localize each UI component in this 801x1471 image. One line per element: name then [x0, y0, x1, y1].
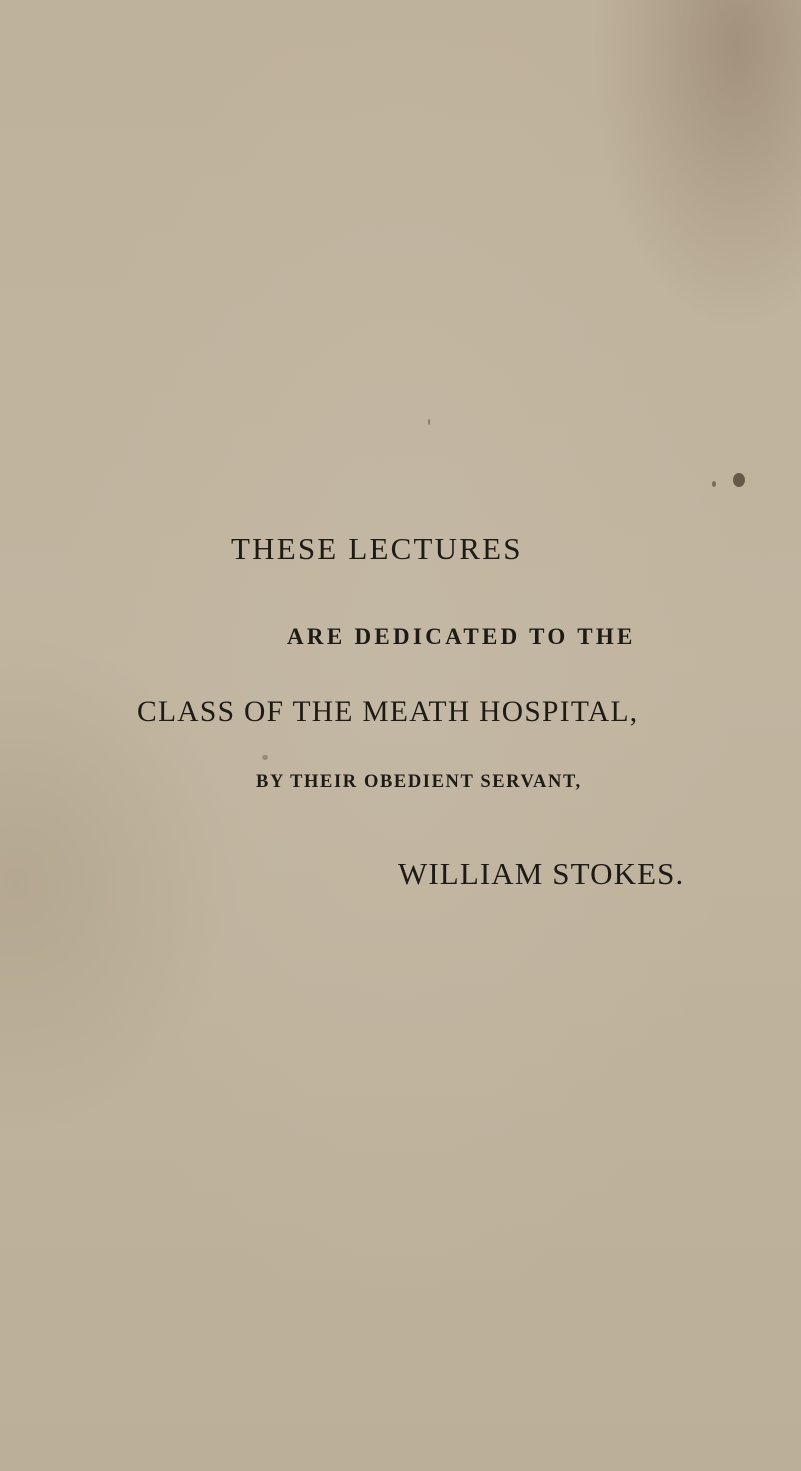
- dedication-line-2: ARE DEDICATED TO THE: [287, 624, 636, 649]
- ink-speck: [428, 419, 430, 425]
- author-signature: WILLIAM STOKES.: [398, 856, 685, 891]
- ink-spot: [733, 473, 745, 487]
- dedication-line-3: CLASS OF THE MEATH HOSPITAL,: [137, 696, 639, 728]
- dedication-line-4: BY THEIR OBEDIENT SERVANT,: [256, 772, 582, 792]
- ink-speck: [712, 481, 716, 487]
- ink-speck: [262, 755, 268, 760]
- dedication-line-1: THESE LECTURES: [231, 531, 523, 566]
